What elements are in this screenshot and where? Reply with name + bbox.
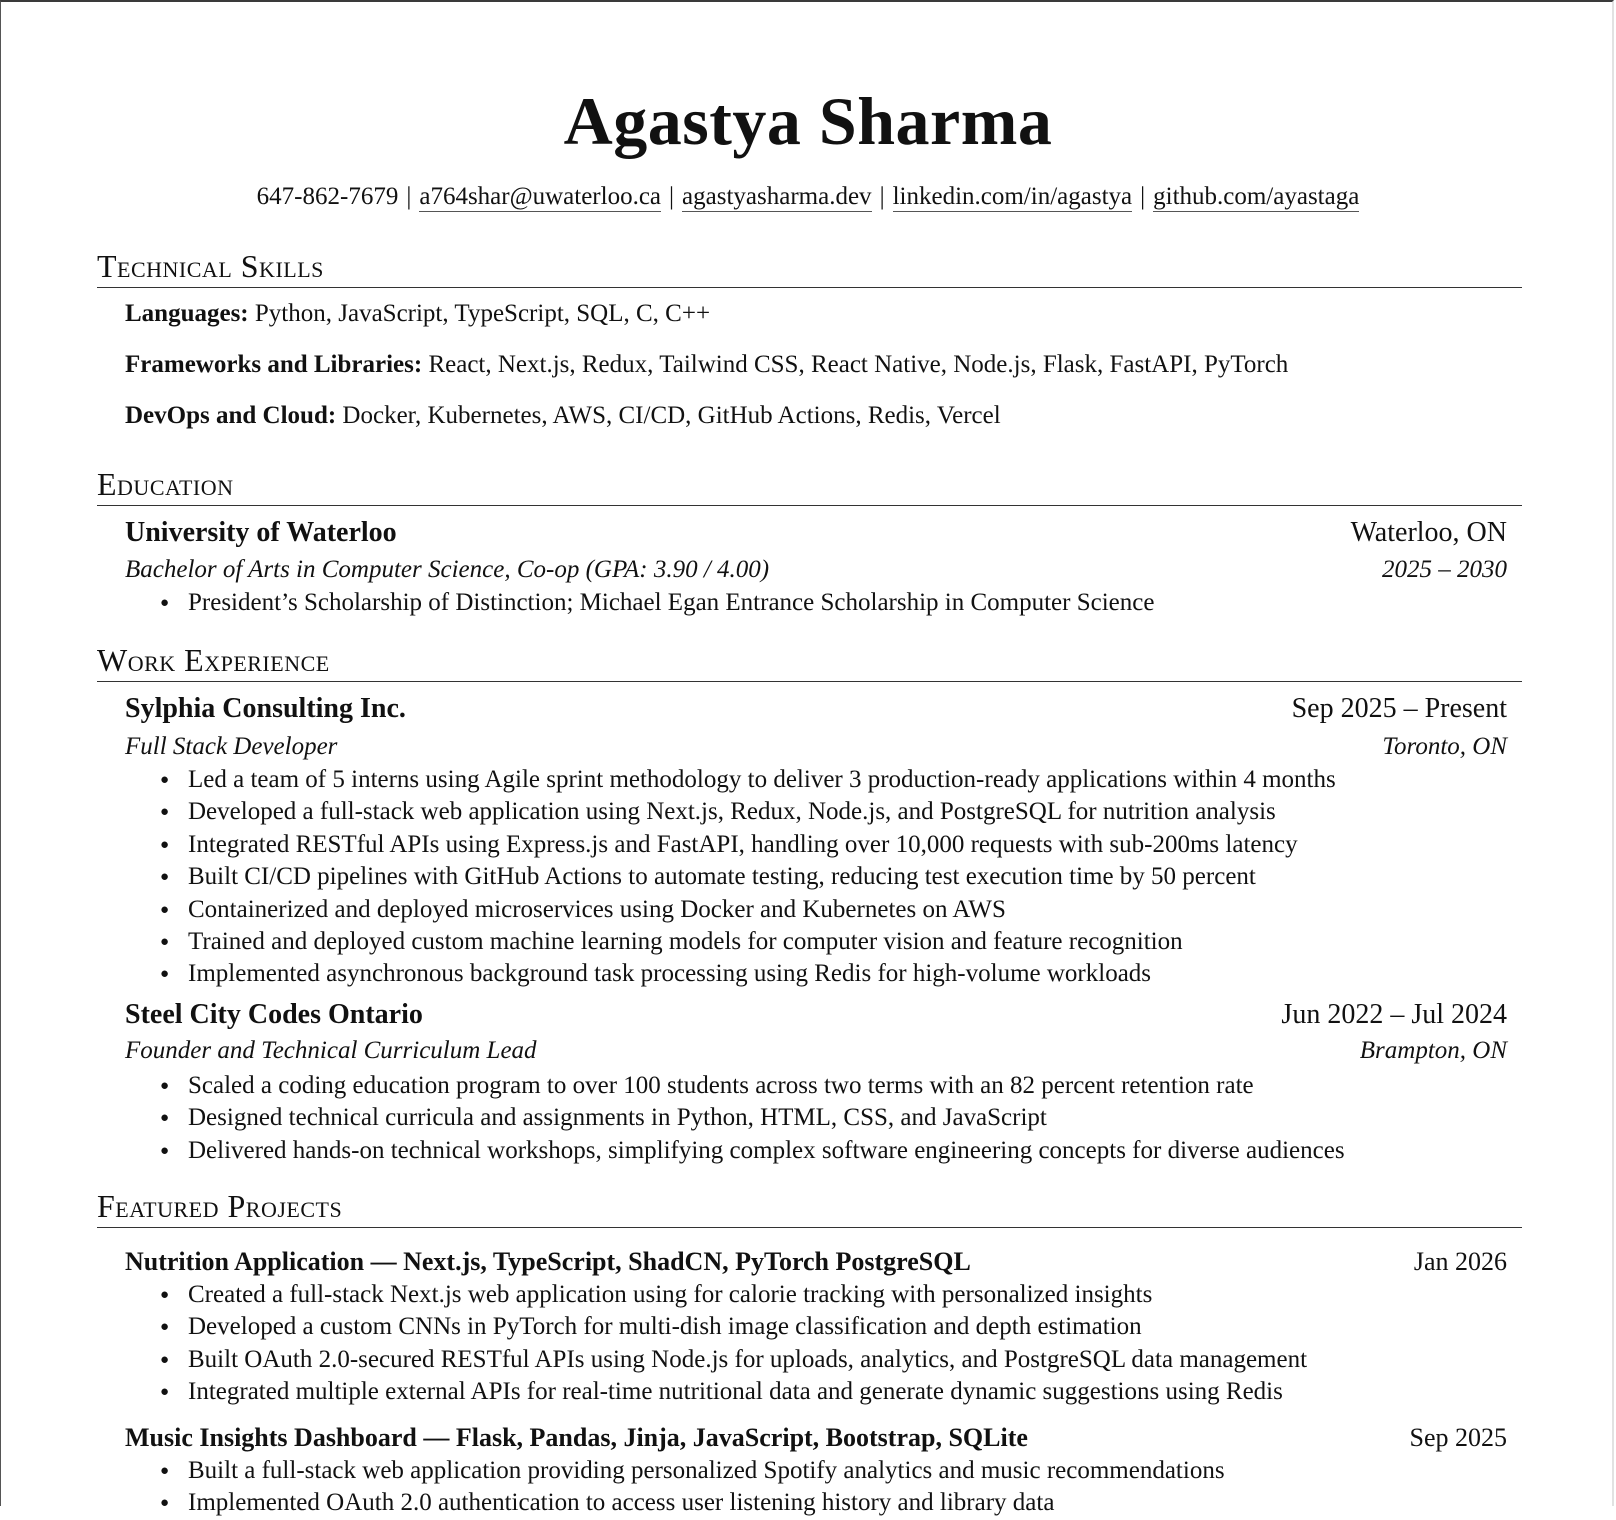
resume-name: Agastya Sharma	[563, 83, 1053, 159]
github-link[interactable]: github.com/ayastaga	[1153, 183, 1360, 210]
skill-value: React, Next.js, Redux, Tailwind CSS, React Native, Node.js, Flask, FastAPI, PyTorch	[428, 351, 1289, 378]
linkedin-link[interactable]: linkedin.com/in/agastya	[892, 183, 1133, 210]
project-header	[125, 1247, 1507, 1277]
list-item: ● Designed technical curricula and assignments in Python, HTML, CSS, and JavaScript	[158, 1102, 1345, 1134]
list-item: ● Led a team of 5 interns using Agile sprint methodology to deliver 3 production-ready applications within 4 months	[158, 764, 1336, 796]
job-header	[125, 999, 1507, 1031]
project-bullets	[158, 1279, 1307, 1409]
project-title	[125, 1423, 1028, 1453]
section-title-work: Work Experience	[97, 641, 1522, 682]
school-location: Waterloo, ON	[1350, 517, 1507, 548]
skill-label: Frameworks and Libraries:	[125, 351, 423, 378]
project-name: Music Insights Dashboard	[125, 1423, 417, 1452]
job-bullets	[158, 1070, 1345, 1167]
skill-value: Python, JavaScript, TypeScript, SQL, C, C++	[254, 300, 711, 327]
skill-label: Languages:	[125, 300, 249, 327]
job-role: Founder and Technical Curriculum Lead	[125, 1037, 537, 1064]
skill-value: Docker, Kubernetes, AWS, CI/CD, GitHub Actions, Redis, Vercel	[342, 402, 1001, 429]
separator: |	[406, 183, 412, 210]
job-subheader	[125, 1037, 1507, 1065]
school-name: University of Waterloo	[125, 517, 397, 548]
list-item: ● Containerized and deployed microservices using Docker and Kubernetes on AWS	[158, 894, 1336, 926]
list-item: ● Scaled a coding education program to over 100 students across two terms with an 82 percent retention rate	[158, 1070, 1345, 1102]
company-name: Sylphia Consulting Inc.	[125, 693, 406, 724]
section-title-education: Education	[97, 465, 1522, 506]
list-item: ● Trained and deployed custom machine learning models for computer vision and feature recognition	[158, 926, 1336, 958]
job-location: Brampton, ON	[1359, 1037, 1507, 1064]
phone-number: 647-862-7679	[256, 183, 399, 210]
project-header	[125, 1423, 1507, 1453]
section-title-skills: Technical Skills	[97, 247, 1522, 288]
list-item: ● Created a full-stack Next.js web application using for calorie tracking with personalized insights	[158, 1279, 1307, 1311]
list-item: ● Built a full-stack web application providing personalized Spotify analytics and music recommendations	[158, 1455, 1225, 1487]
separator: |	[879, 183, 885, 210]
project-date: Sep 2025	[1409, 1423, 1507, 1452]
job-subheader	[125, 733, 1507, 761]
section-title-projects: Featured Projects	[97, 1187, 1522, 1228]
list-item: ● Implemented OAuth 2.0 authentication to access user listening history and library data	[158, 1487, 1225, 1519]
list-item: ● Built CI/CD pipelines with GitHub Actions to automate testing, reducing test execution time by 50 percent	[158, 861, 1336, 893]
education-bullets	[158, 587, 1154, 619]
project-dash: —	[370, 1247, 397, 1276]
list-item: ● Developed a full-stack web application using Next.js, Redux, Node.js, and PostgreSQL for nutrition analysis	[158, 796, 1336, 828]
skill-label: DevOps and Cloud:	[125, 402, 337, 429]
project-name: Nutrition Application	[125, 1247, 365, 1276]
job-location: Toronto, ON	[1382, 733, 1507, 760]
project-stack: Next.js, TypeScript, ShadCN, PyTorch PostgreSQL	[403, 1247, 971, 1276]
skill-row-languages	[125, 300, 710, 328]
email-link[interactable]: a764shar@uwaterloo.ca	[419, 183, 662, 210]
project-date: Jan 2026	[1413, 1247, 1507, 1276]
project-dash: —	[423, 1423, 450, 1452]
job-dates: Sep 2025 – Present	[1291, 693, 1507, 724]
contact-line	[0, 183, 1616, 211]
skill-row-frameworks	[125, 351, 1288, 379]
degree: Bachelor of Arts in Computer Science, Co-op (GPA: 3.90 / 4.00)	[125, 556, 770, 583]
education-dates: 2025 – 2030	[1382, 556, 1507, 583]
skill-row-devops	[125, 402, 1001, 430]
list-item: ● Delivered hands-on technical workshops, simplifying complex software engineering concepts for diverse audiences	[158, 1135, 1345, 1167]
project-title	[125, 1247, 971, 1277]
separator: |	[1140, 183, 1146, 210]
website-link[interactable]: agastyasharma.dev	[682, 183, 872, 210]
list-item: ● Implemented asynchronous background task processing using Redis for high-volume workloads	[158, 958, 1336, 990]
job-bullets	[158, 764, 1336, 991]
company-name: Steel City Codes Ontario	[125, 999, 423, 1030]
job-dates: Jun 2022 – Jul 2024	[1281, 999, 1507, 1030]
project-stack: Flask, Pandas, Jinja, JavaScript, Bootstrap, SQLite	[455, 1423, 1028, 1452]
list-item: ● Integrated multiple external APIs for real-time nutritional data and generate dynamic suggestions using Redis	[158, 1376, 1307, 1408]
job-role: Full Stack Developer	[125, 733, 338, 760]
separator: |	[669, 183, 675, 210]
list-item: ● Integrated RESTful APIs using Express.js and FastAPI, handling over 10,000 requests with sub-200ms latency	[158, 829, 1336, 861]
project-bullets	[158, 1455, 1225, 1520]
list-item: ● Developed a custom CNNs in PyTorch for multi-dish image classification and depth estimation	[158, 1311, 1307, 1343]
job-header	[125, 693, 1507, 725]
education-header	[125, 517, 1507, 549]
list-item: ● President’s Scholarship of Distinction; Michael Egan Entrance Scholarship in Computer Science	[158, 587, 1154, 619]
education-subheader	[125, 556, 1507, 584]
list-item: ● Built OAuth 2.0-secured RESTful APIs using Node.js for uploads, analytics, and PostgreSQL data management	[158, 1344, 1307, 1376]
